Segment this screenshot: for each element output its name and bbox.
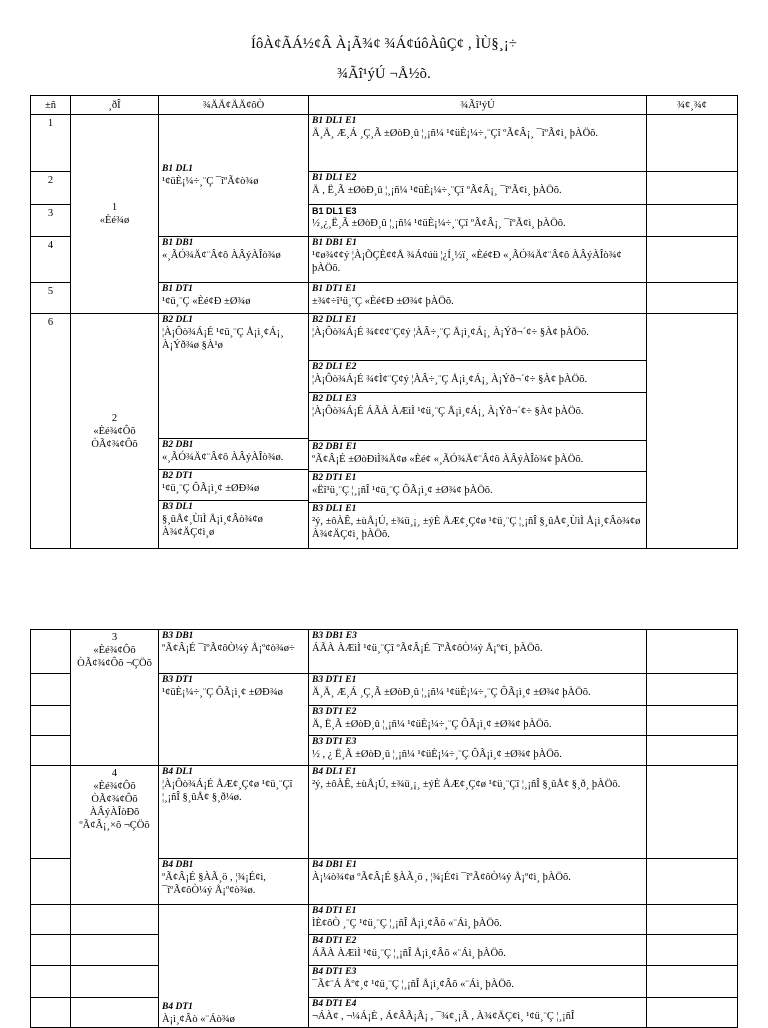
performance-code: B1 DT1 E1 [312,284,357,294]
performance-standard-block [309,392,646,440]
date-cell [647,674,738,706]
learning-standard-block [159,314,308,438]
table-row [31,935,738,966]
date-cell [647,283,738,314]
performance-text: ½¸¿¸Ë¸Ã ±ØòÐ¸û ¦¸¡ñ¼ ¹¢üÈ¡¼÷¸¨Çî ºÃ¢Â¡¸ ¯îºÃ¢ì¸ þÀÖõ. [312,218,566,229]
date-cell [647,706,738,736]
performance-text: ÁÃÀ ÀÆìÌ ¹¢ü¸¨Ç ¦¸¡ñÎ Å¡ì¸¢Âõ «¨Áì¸ þÀÖõ. [312,948,506,959]
learning-standard-code: B1 DL1 [162,163,193,174]
learning-standard-text: ¦À¡Ôò¾Á¡É ÅÆ¢¸Ç¢ø ¹¢ü¸¨Çî ¦¸¡ñÎ §¸ûÅ¢ §¸ð¼ø. [162,779,293,803]
date-cell [647,205,738,237]
performance-standard-cell [309,630,647,674]
learning-standard-text: ºÃ¢Â¡É ¯îºÃ¢ôÒ¼ý Å¡º¢ò¾ø÷ [162,643,295,654]
date-cell [647,966,738,998]
performance-standard-cell [309,736,647,766]
learning-standard-cell [159,115,309,237]
learning-standard-cell [159,237,309,283]
performance-standard-cell [309,283,647,314]
date-cell [647,172,738,205]
learning-standard-code: B3 DL1 [162,502,193,512]
document-title: ÍôÀ¢ÃÁ½¢Â À¡Ã¾¢ ¾Á¢úôÀûÇ¢ , ÌÙ§¸¡÷ [250,36,518,52]
learning-standard-text: §¸ûÅ¢¸ÙìÌ Å¡ì¸¢Âò¾¢ø À¾¢ÄÇ¢ì¸ø [162,514,263,538]
learning-standard-text: «¸ÃÓ¾Ä¢¨Â¢ô ÀÂýÀÎò¾ø [162,250,281,261]
performance-standard-group [309,314,647,549]
performance-standard-cell [309,998,647,1028]
learning-standard-text: À¡ì¸¢Âò «¨Áò¾ø [162,1014,235,1025]
category-number: 4 [111,768,118,779]
date-cell [647,314,738,549]
column-header-date: ¾¢¸¾¢ [647,96,738,115]
performance-text: ¯Ã¢¨Á Åº¢¸¢ ¹¢ü¸¨Ç ¦¸¡ñÎ Å¡ì¸¢Âõ «¨Áì¸ þÀÖõ. [312,979,514,990]
category-cell [71,935,159,966]
learning-standard-text: «¸ÃÓ¾Ä¢¨Â¢ô ÀÂýÀÎò¾ø. [162,452,284,463]
learning-standard-code: B4 DT1 [162,1002,193,1012]
category-number: 2 [111,412,118,424]
learning-standard-code: B1 DB1 [162,238,194,248]
performance-code: B2 DL1 E3 [312,394,357,404]
table-row [31,314,738,549]
performance-text: ²ý, ±ôÀÊ, ±ùÅ¡Ú, ±¾ü¸¡¸ ±ýÈ ÅÆ¢¸Ç¢ø ¹¢ü¸¨Çî ¦¸¡ñÎ §¸ûÅ¢ §¸ð¸ þÀÖõ. [312,779,621,790]
performance-code: B2 DB1 E1 [312,442,357,452]
row-number [31,674,71,706]
performance-standard-cell [309,205,647,237]
category-name: «Èé¾¢Ôõ ÒÃ¢¾¢Ôõ ¬ÇÖõ [77,645,152,669]
performance-standard-cell [309,935,647,966]
category-number: 1 [111,202,118,213]
performance-standard-block [309,360,646,392]
learning-standard-block [159,500,308,546]
performance-code: B1 DB1 E1 [312,238,357,248]
table-row [31,905,738,935]
row-number [31,935,71,966]
performance-standard-block [309,314,646,360]
column-header-learning-standard: ¾ÄÄ¢ÄÄ¢ôÒ [159,96,309,115]
learning-standard-text: ¹¢üÈ¡¼÷¸¨Ç ¯îºÃ¢ò¾ø [162,175,259,187]
performance-code: B1 DL1 E1 [312,116,357,126]
category-cell [71,115,159,314]
performance-code: B4 DB1 E1 [312,860,357,870]
category-cell [71,766,159,905]
performance-code: B2 DT1 E1 [312,473,357,483]
performance-text: ¹¢ø¾¢¢ý ¦À¡ÕÇÈ¢¢Å ¾Á¢úü ¦¿Í¸½ï¸ «Èé¢Ð «¸ÃÓ¾Ä¢¨Â¢ô ÀÂýÀÎò¾¢ þÀÖõ. [312,250,622,274]
row-number [31,859,71,905]
learning-standard-code: B3 DB1 [162,631,194,641]
performance-code: B4 DL1 E1 [312,767,357,777]
row-number: 1 [31,115,71,172]
performance-text: ¬ÁÀ¢ , ¬¼Á¡È , Á¢ÂÃ¡Ã¡ , ¯¾¢¸¡Ã , À¾¢ÄÇ¢ì¸ ¹¢ü¸¨Ç ¦¸¡ñÎ [312,1011,575,1022]
learning-standard-block [159,469,308,500]
learning-standard-cell [159,859,309,905]
performance-text: ¦À¡Ôò¾Á¡É ÁÃÀ ÀÆìÌ ¹¢ü¸¨Ç Å¡ì¸¢Á¡¸ À¡Ýð¬´¢÷ §À¢ þÀÖõ. [312,406,584,417]
row-number [31,766,71,859]
performance-code: B4 DT1 E1 [312,906,357,916]
learning-standard-code: B1 DT1 [162,284,193,294]
row-number: 6 [31,314,71,549]
learning-standard-text: ¹¢ü¸¨Ç «Èé¢Ð ±Ø¾ø [162,296,251,307]
learning-standard-cell [159,766,309,859]
performance-code: B1 DL1 E2 [312,173,357,183]
performance-text: «Ëî¹ü¸¨Ç ¦¸¡ñÎ ¹¢ü¸¨Ç ÔÃ¡ì¸¢ ±Ø¾¢ þÀÖõ. [312,485,493,496]
category-name: «Èé¾ø [99,215,130,226]
document-subtitle: ¾Ãî¹ýÚ ¬Å½õ. [337,66,431,82]
learning-standard-code: B3 DT1 [162,675,193,685]
category-cell [71,966,159,998]
learning-standard-cell [159,905,309,1028]
performance-code: B2 DL1 E1 [312,315,357,325]
learning-standard-code: B4 DB1 [162,860,194,870]
performance-text: ½ , ¿ Ë¸Ã ±ØòÐ¸û ¦¸¡ñ¼ ¹¢üÈ¡¼÷¸¨Ç ÔÃ¡ì¸¢ ±Ø¾¢ þÀÖõ. [312,749,562,760]
row-number [31,998,71,1028]
performance-code: B3 DT1 E1 [312,675,357,685]
learning-standard-group [159,314,309,549]
performance-standard-cell [309,706,647,736]
table-row [31,766,738,859]
learning-standard-cell [159,283,309,314]
performance-text: ±¾¢÷î¹ü¸¨Ç «Èé¢Ð ±Ø¾¢ þÀÖõ. [312,296,454,307]
performance-standard-cell [309,766,647,859]
date-cell [647,905,738,935]
learning-standard-code: B4 DL1 [162,767,193,777]
row-number: 5 [31,283,71,314]
row-number: 3 [31,205,71,237]
performance-text: Ä¸Ä¸ Æ¸Á ¸Ç¸Ã ±ØòÐ¸û ¦¸¡ñ¼ ¹¢üÈ¡¼÷¸¨Çî ºÃ¢Â¡¸ ¯îºÃ¢ì¸ þÀÖõ. [312,128,599,139]
date-cell [647,998,738,1028]
table-row [31,630,738,674]
performance-code: B3 DT1 E2 [312,707,357,717]
performance-text: ¦À¡Ôò¾Á¡É ¾¢¢¢¨Ç¢ý ¦ÀÂ÷¸¨Ç Å¡ì¸¢Á¡¸ À¡Ýð¬´¢÷ §À¢ þÀÖõ. [312,327,589,338]
performance-code: B4 DT1 E2 [312,936,357,946]
table-row [31,998,738,1028]
category-cell [71,998,159,1028]
row-number [31,736,71,766]
category-number: 3 [111,632,118,643]
column-header-number: ±ñ [31,96,71,115]
performance-standard-block [309,502,646,548]
table-row [31,966,738,998]
performance-standard-cell [309,172,647,205]
learning-standard-text: ¦À¡Ôò¾Á¡É ¹¢ü¸¨Ç Å¡ì¸¢Á¡¸ À¡Ýð¾ø §À¹ø [162,327,284,351]
category-cell [71,314,159,549]
learning-standard-text: ¹¢ü¸¨Ç ÔÃ¡ì¸¢ ±ØÐ¾ø [162,483,260,494]
performance-standard-block [309,440,646,471]
row-number [31,706,71,736]
performance-standard-cell [309,115,647,172]
row-number [31,630,71,674]
performance-text: ÁÃÀ ÀÆìÌ ¹¢ü¸¨Çî ºÃ¢Â¡É ¯îºÃ¢ôÒ¼ý Å¡º¢ì¸ þÀÖõ. [312,643,543,654]
performance-text: Ä¸Ä¸ Æ¸Á ¸Ç¸Ã ±ØòÐ¸û ¦¸¡ñ¼ ¹¢üÈ¡¼÷¸¨Ç ÔÃ¡ì¸¢ ±Ø¾¢ þÀÖõ. [312,687,591,698]
learning-standard-code: B2 DT1 [162,471,193,481]
performance-code: B3 DB1 E3 [312,631,357,641]
performance-text: ºÃ¢Â¡É ±ØòÐìÌ¾Ä¢ø «Èé¢ «¸ÃÓ¾Ä¢¨Â¢ô ÀÂýÀÎò¾¢ þÀÖõ. [312,454,584,465]
learning-standard-code: B2 DB1 [162,440,194,450]
column-header-category: ¸ðÎ [71,96,159,115]
row-number [31,905,71,935]
category-cell [71,905,159,935]
performance-code: B4 DT1 E3 [312,967,357,977]
learning-standard-block [159,438,308,469]
learning-standard-cell [159,674,309,766]
category-cell [71,630,159,766]
performance-text: Ä , Ë¸Ã ±ØòÐ¸û ¦¸¡ñ¼ ¹¢üÈ¡¼÷¸¨Çî ºÃ¢Â¡¸ ¯îºÃ¢ì¸ þÀÖõ. [312,185,562,196]
standards-table-page1 [30,95,738,549]
performance-text: ¦À¡Ôò¾Á¡É ¾¢Ì¢¨Ç¢ý ¦ÀÂ÷¸¨Ç Å¡ì¸¢Á¡¸ À¡Ýð¬´¢÷ §À¢ þÀÖõ. [312,374,588,385]
learning-standard-code: B2 DL1 [162,315,193,325]
row-number: 4 [31,237,71,283]
performance-standard-cell [309,966,647,998]
performance-text: Ä, Ë¸Ã ±ØòÐ¸û ¦¸¡ñ¼ ¹¢üÈ¡¼÷¸¨Ç ÔÃ¡ì¸¢ ±Ø¾¢ þÀÖõ. [312,719,552,730]
date-cell [647,859,738,905]
learning-standard-cell [159,630,309,674]
learning-standard-text: ºÃ¢Â¡É §ÀÃ¸ö , ¦¾¡É¢ì, ¯îºÃ¢ôÒ¼ý Å¡º¢ò¾ø. [162,872,266,896]
date-cell [647,736,738,766]
performance-code: B3 DT1 E3 [312,737,357,747]
category-name: «Èé¾¢Ôõ ÒÃ¢¾¢Ôõ ÀÂýÀÎòÐõ ºÃ¢Â¡¸×õ ¬ÇÖõ [79,781,150,831]
date-cell [647,630,738,674]
column-header-performance-standard: ¾Ãî¹ýÚ [309,96,647,115]
performance-standard-cell [309,674,647,706]
learning-standard-text: ¹¢üÈ¡¼÷¸¨Ç ÔÃ¡ì¸¢ ±ØÐ¾ø [162,687,283,698]
performance-text: À¡¼ò¾¢ø ºÃ¢Â¡É §ÀÃ¸ö , ¦¾¡É¢ì ¯îºÃ¢ôÒ¼ý Å¡º¢ì¸ þÀÖõ. [312,872,571,883]
date-cell [647,115,738,172]
performance-code: B2 DL1 E2 [312,362,357,372]
table-header-row [31,96,738,115]
performance-text: ²ý, ±ôÀÊ, ±ùÅ¡Ú, ±¾ü¸¡¸ ±ýÈ ÅÆ¢¸Ç¢ø ¹¢ü¸¨Ç ¦¸¡ñÎ §¸ûÅ¢¸ÙìÌ Å¡ì¸¢Âò¾¢ø À¾¢ÄÇ¢ì¸ þÀÖõ. [312,516,641,540]
performance-standard-block [309,471,646,502]
performance-code: B3 DL1 E1 [312,504,357,514]
row-number: 2 [31,172,71,205]
performance-code: B4 DT1 E4 [312,999,357,1009]
performance-standard-cell [309,905,647,935]
table-row [31,115,738,172]
standards-table-page2 [30,629,738,1028]
performance-code: B1 DL1 E3 [312,206,357,216]
date-cell [647,935,738,966]
performance-standard-cell [309,859,647,905]
date-cell [647,237,738,283]
date-cell [647,766,738,859]
row-number [31,966,71,998]
performance-text: ÌÈ¢ôÒ ¸¨Ç ¹¢ü¸¨Ç ¦¸¡ñÎ Å¡ì¸¢Âõ «¨Áì¸ þÀÖõ. [312,918,502,929]
category-name: «Èé¾¢Ôõ ÒÃ¢¾¢Ôõ [91,425,138,450]
performance-standard-cell [309,237,647,283]
